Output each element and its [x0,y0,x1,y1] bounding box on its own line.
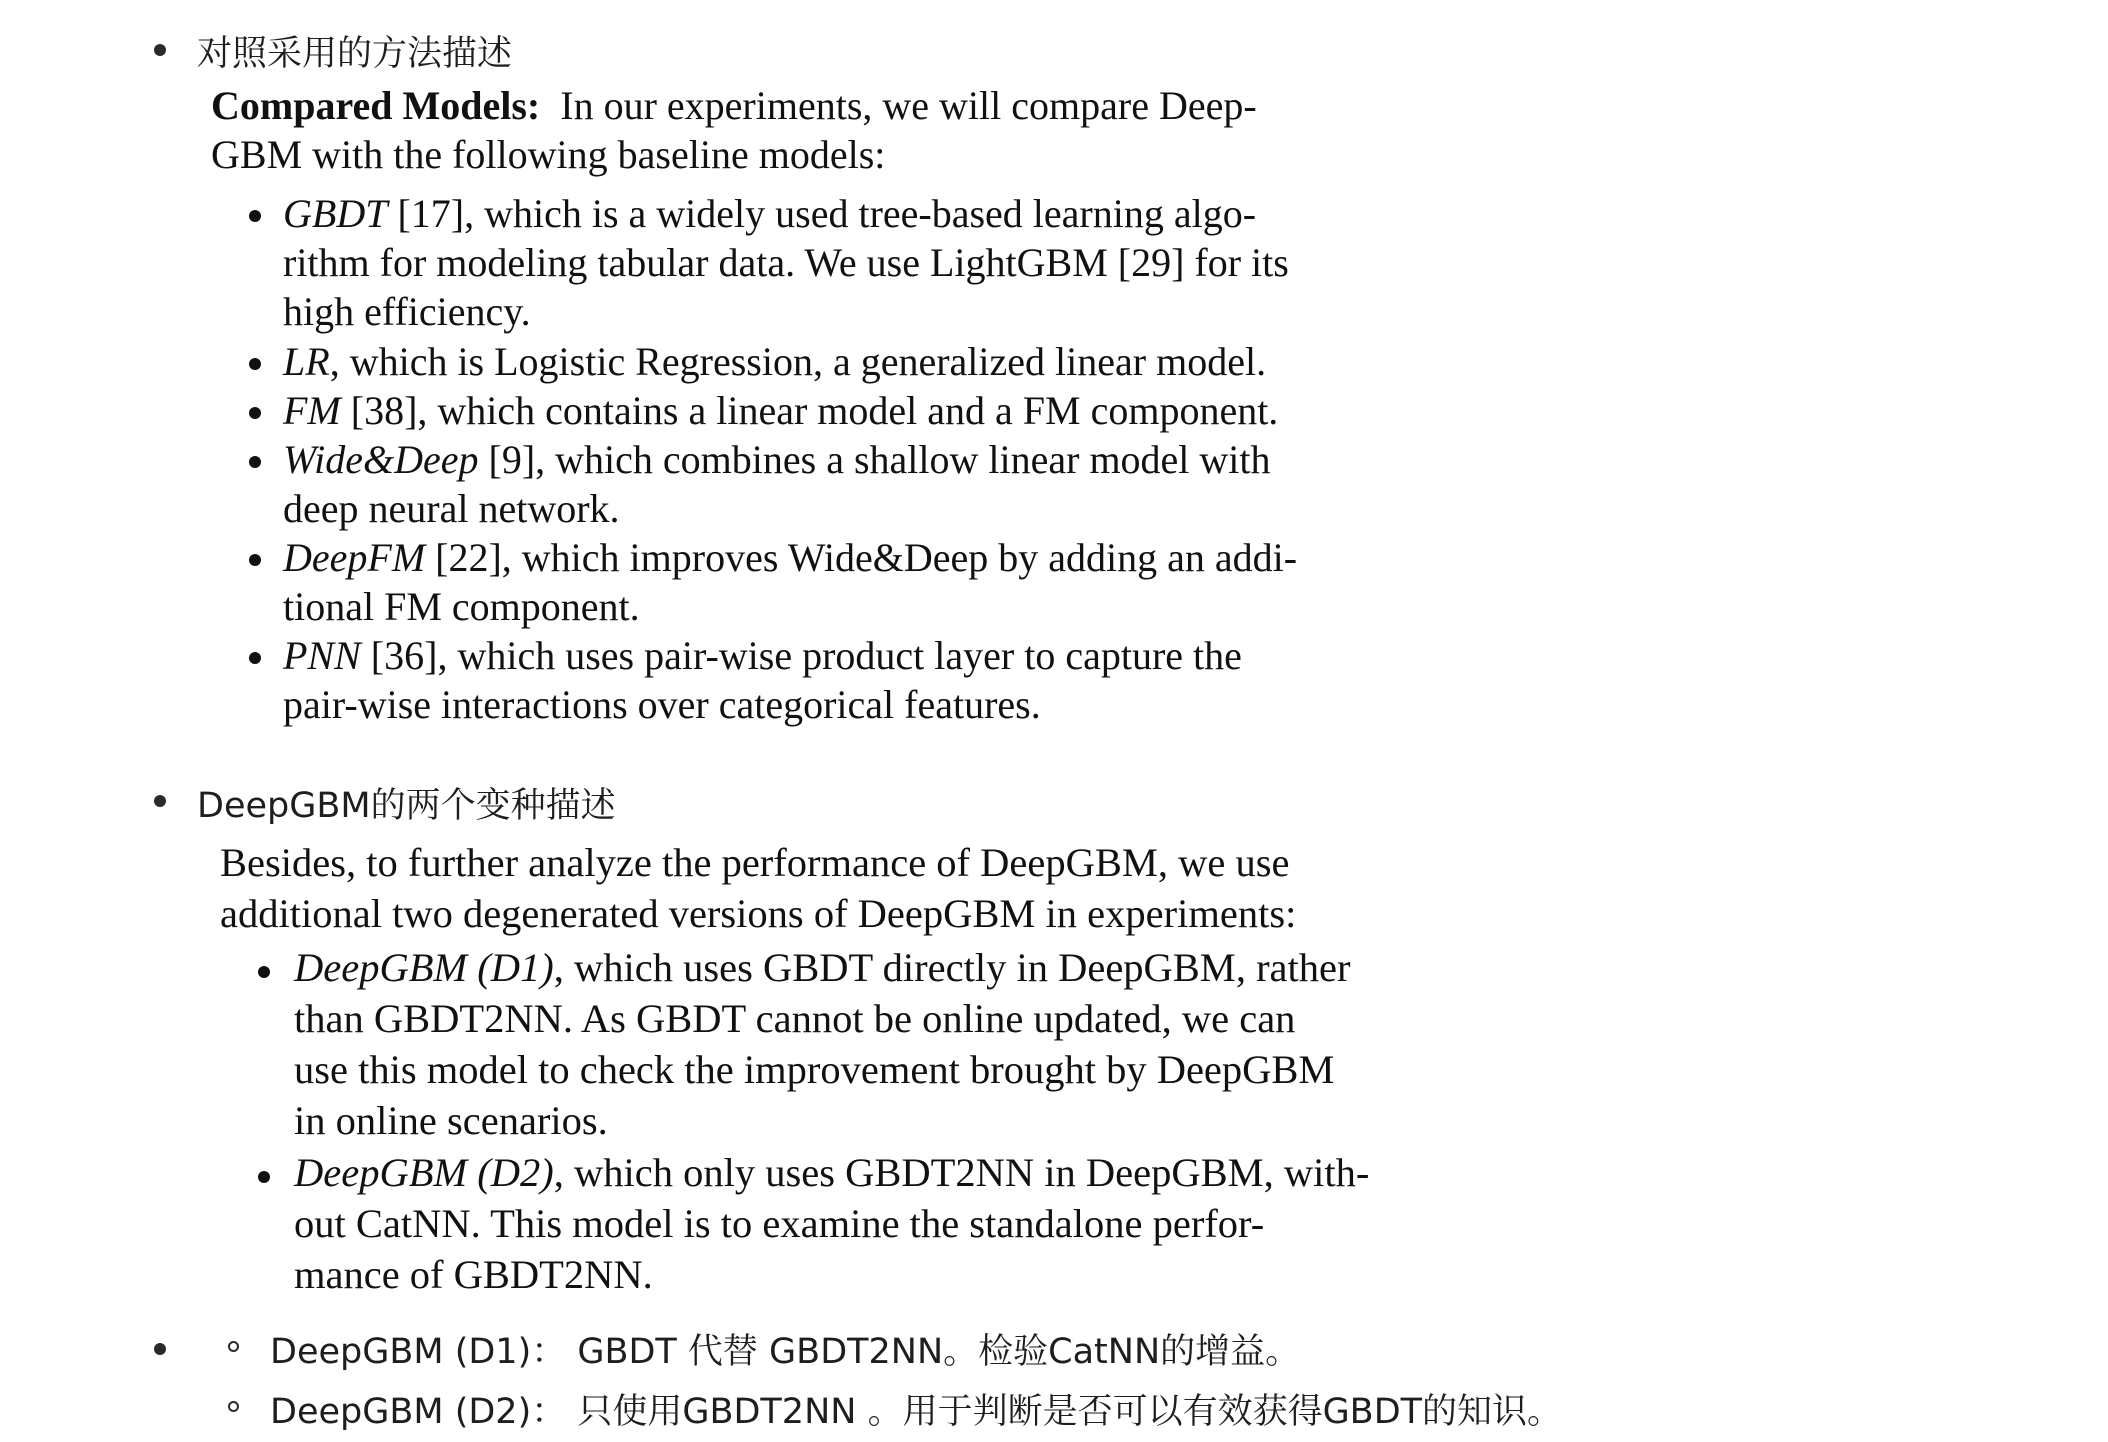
compared-models-excerpt [211,82,1361,742]
list-item-fm: FM [38], which contains a linear model and a FM component. [283,388,1279,433]
bullet-dot [154,795,166,807]
variants-excerpt [220,839,1420,1309]
list-item-gbdt-line-2: rithm for modeling tabular data. We use LightGBM [29] for its [283,240,1289,285]
list-bullet [249,554,261,566]
list-item-deepfm-line-2: tional FM component. [283,584,640,629]
sub-bullet-ring [228,1401,239,1412]
section-heading-2: DeepGBM的两个变种描述 [197,786,616,826]
list-item-gbdt-line-3: high efficiency. [283,289,531,334]
model-name: FM [283,388,341,433]
list-item-pnn-line-2: pair-wise interactions over categorical features. [283,682,1041,727]
bullet-dot [154,44,166,56]
list-bullet [249,652,261,664]
note-d2: DeepGBM (D2)： 只使用GBDT2NN 。用于判断是否可以有效获得GBDT的知识。 [270,1392,1563,1432]
compared-models-intro-1: In our experiments, we will compare Deep- [560,83,1257,128]
list-item-d1-line-2: than GBDT2NN. As GBDT cannot be online updated, we can [294,996,1296,1041]
note-d1: DeepGBM (D1)： GBDT 代替 GBDT2NN。检验CatNN的增益。 [270,1332,1301,1372]
list-item-wide-deep-line-2: deep neural network. [283,486,620,531]
list-item-d1: DeepGBM (D1), which uses GBDT directly in DeepGBM, rather [294,945,1351,990]
list-item-d2-line-3: mance of GBDT2NN. [294,1252,653,1297]
list-item-pnn: PNN [36], which uses pair-wise product layer to capture the [283,633,1242,678]
model-name: Wide&Deep [283,437,479,482]
model-name: LR [283,339,330,384]
compared-models-title: Compared Models: [211,83,541,128]
section-heading-1: 对照采用的方法描述 [197,34,513,74]
list-bullet [258,1171,270,1183]
model-name: DeepFM [283,535,426,580]
list-item-d2: DeepGBM (D2), which only uses GBDT2NN in DeepGBM, with- [294,1150,1370,1195]
list-item-lr: LR, which is Logistic Regression, a generalized linear model. [283,339,1267,384]
list-item-d1-line-4: in online scenarios. [294,1098,608,1143]
list-item-wide-deep: Wide&Deep [9], which combines a shallow linear model with [283,437,1271,482]
bullet-dot [154,1343,166,1355]
variant-name: DeepGBM (D1) [294,945,554,990]
variants-intro-1: Besides, to further analyze the performance of DeepGBM, we use [220,840,1290,885]
list-bullet [249,456,261,468]
list-bullet [258,966,270,978]
variant-name: DeepGBM (D2) [294,1150,554,1195]
list-bullet [249,358,261,370]
sub-bullet-ring [228,1341,239,1352]
list-bullet [249,407,261,419]
list-item-d1-line-3: use this model to check the improvement brought by DeepGBM [294,1047,1335,1092]
list-bullet [249,210,261,222]
model-name: GBDT [283,191,388,236]
list-item-deepfm: DeepFM [22], which improves Wide&Deep by adding an addi- [283,535,1298,580]
list-item-gbdt: GBDT [17], which is a widely used tree-based learning algo- [283,191,1257,236]
list-item-d2-line-2: out CatNN. This model is to examine the standalone perfor- [294,1201,1265,1246]
compared-models-intro-2: GBM with the following baseline models: [211,132,886,177]
variants-intro-2: additional two degenerated versions of DeepGBM in experiments: [220,891,1297,936]
model-name: PNN [283,633,361,678]
